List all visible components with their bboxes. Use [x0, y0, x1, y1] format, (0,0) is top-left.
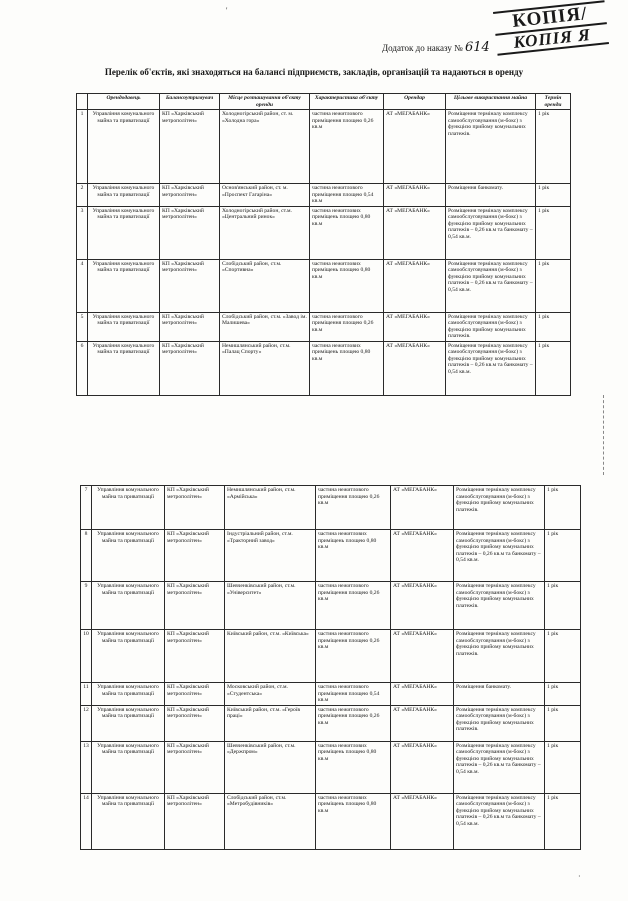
cell-landlord: Управління комунального майна та приватизації: [88, 206, 160, 259]
cell-n: 12: [81, 705, 92, 741]
cell-tenant: АТ «МЕГАБАНК»: [391, 582, 454, 630]
cell-holder: КП «Харківський метрополітен»: [160, 259, 220, 312]
cell-landlord: Управління комунального майна та приватизації: [92, 486, 165, 530]
stamp-line-2: КОПІЯ Я: [496, 24, 609, 56]
table-row: [81, 683, 581, 706]
cell-holder: КП «Харківський метрополітен»: [165, 486, 225, 530]
cell-tenant: АТ «МЕГАБАНК»: [384, 259, 446, 312]
cell-n: 11: [81, 683, 92, 706]
cell-tenant: АТ «МЕГАБАНК»: [384, 312, 446, 341]
cell-term: 1 рік: [545, 530, 581, 582]
cell-term: 1 рік: [545, 582, 581, 630]
cell-location: Основ'янський район, ст. м. «Проспект Гагаріна»: [220, 184, 310, 207]
cell-purpose: Розміщення терміналу комплексу самообслуговування (м-бокс) з функцією прийому комунальних платежів – 0,26 кв.м та банкомату – 0,54 кв.м.: [446, 206, 536, 259]
cell-term: 1 рік: [545, 705, 581, 741]
cell-landlord: Управління комунального майна та приватизації: [92, 683, 165, 706]
cell-tenant: АТ «МЕГАБАНК»: [384, 341, 446, 395]
cell-tenant: АТ «МЕГАБАНК»: [391, 741, 454, 793]
cell-landlord: Управління комунального майна та приватизації: [88, 259, 160, 312]
cell-tenant: АТ «МЕГАБАНК»: [391, 630, 454, 683]
cell-n: 3: [77, 206, 88, 259]
cell-purpose: Розміщення терміналу комплексу самообслуговування (м-бокс) з функцією прийому комунальних платежів – 0,26 кв.м та банкомату – 0,54 кв.м.: [454, 793, 545, 849]
table-header-row: [77, 94, 571, 110]
cell-tenant: АТ «МЕГАБАНК»: [391, 486, 454, 530]
cell-holder: КП «Харківський метрополітен»: [165, 741, 225, 793]
cell-term: 1 рік: [545, 486, 581, 530]
cell-landlord: Управління комунального майна та приватизації: [92, 741, 165, 793]
cell-feature: частина нежитлового приміщення площею 0,54 кв.м: [310, 184, 384, 207]
cell-location: Шевченківський район, ст.м. «Держпром»: [225, 741, 316, 793]
cell-landlord: Управління комунального майна та приватизації: [88, 110, 160, 184]
cell-location: Немишлянський район, ст.м. «Армійська»: [225, 486, 316, 530]
cell-location: Київський район, ст.м. «Героїв праці»: [225, 705, 316, 741]
cell-purpose: Розміщення терміналу комплексу самообслуговування (м-бокс) з функцією прийому комунальних платежів – 0,26 кв.м та банкомату – 0,54 кв.м.: [454, 530, 545, 582]
cell-landlord: Управління комунального майна та приватизації: [88, 184, 160, 207]
cell-feature: частина нежитлового приміщення площею 0,26 кв.м: [316, 582, 391, 630]
cell-location: Київський район, ст.м. «Київська»: [225, 630, 316, 683]
cell-feature: частина нежитлового приміщення площею 0,26 кв.м: [316, 630, 391, 683]
cell-purpose: Розміщення терміналу комплексу самообслуговування (м-бокс) з функцією прийому комунальних платежів.: [454, 630, 545, 683]
table-row: [77, 312, 571, 341]
table-row: [77, 206, 571, 259]
table-row: [81, 741, 581, 793]
cell-location: Московський район, ст.м. «Студентська»: [225, 683, 316, 706]
scan-fold-line: [603, 395, 604, 475]
cell-tenant: АТ «МЕГАБАНК»: [384, 206, 446, 259]
cell-location: Шевченківський район, ст.м. «Університет»: [225, 582, 316, 630]
cell-holder: КП «Харківський метрополітен»: [160, 184, 220, 207]
header-location: Місце розташування об'єкту оренди: [220, 94, 310, 110]
cell-landlord: Управління комунального майна та приватизації: [92, 630, 165, 683]
cell-n: 14: [81, 793, 92, 849]
cell-feature: частина нежитлового приміщення площею 0,26 кв.м: [310, 110, 384, 184]
cell-n: 8: [81, 530, 92, 582]
cell-holder: КП «Харківський метрополітен»: [165, 793, 225, 849]
table-row: [77, 110, 571, 184]
cell-landlord: Управління комунального майна та приватизації: [92, 530, 165, 582]
cell-landlord: Управління комунального майна та приватизації: [92, 705, 165, 741]
cell-n: 6: [77, 341, 88, 395]
cell-n: 13: [81, 741, 92, 793]
cell-tenant: АТ «МЕГАБАНК»: [391, 705, 454, 741]
cell-term: 1 рік: [536, 312, 571, 341]
header-number: [77, 94, 88, 110]
cell-purpose: Розміщення терміналу комплексу самообслуговування (м-бокс) з функцією прийому комунальних платежів – 0,26 кв.м та банкомату – 0,54 кв.м.: [454, 741, 545, 793]
table-row: [81, 486, 581, 530]
cell-feature: частина нежитлових приміщень площею 0,80 кв.м: [316, 741, 391, 793]
scan-dot: ·: [578, 872, 581, 881]
cell-purpose: Розміщення терміналу комплексу самообслуговування (м-бокс) з функцією прийому комунальних платежів.: [446, 312, 536, 341]
cell-n: 7: [81, 486, 92, 530]
cell-n: 4: [77, 259, 88, 312]
header-purpose: Цільове використання майна: [446, 94, 536, 110]
cell-term: 1 рік: [536, 259, 571, 312]
cell-holder: КП «Харківський метрополітен»: [165, 705, 225, 741]
table-row: [77, 259, 571, 312]
cell-location: Слобідський район, ст.м. «Метробудівників»: [225, 793, 316, 849]
cell-feature: частина нежитлових приміщень площею 0,80 кв.м: [310, 259, 384, 312]
table-row: [81, 630, 581, 683]
lease-table-page-2: [80, 485, 581, 850]
cell-landlord: Управління комунального майна та приватизації: [92, 793, 165, 849]
cell-n: 9: [81, 582, 92, 630]
addendum-reference: [382, 40, 490, 55]
table-row: [77, 341, 571, 395]
cell-holder: КП «Харківський метрополітен»: [160, 206, 220, 259]
cell-purpose: Розміщення терміналу комплексу самообслуговування (м-бокс) з функцією прийому комунальних платежів.: [454, 486, 545, 530]
cell-term: 1 рік: [545, 630, 581, 683]
addendum-number: 614: [464, 40, 490, 55]
cell-holder: КП «Харківський метрополітен»: [165, 530, 225, 582]
cell-location: Слобідський район, ст.м. «Завод ім. Малишева»: [220, 312, 310, 341]
cell-term: 1 рік: [536, 341, 571, 395]
cell-n: 10: [81, 630, 92, 683]
lease-table-page-1: [76, 93, 571, 396]
cell-feature: частина нежитлових приміщень площею 0,80 кв.м: [310, 206, 384, 259]
cell-term: 1 рік: [536, 110, 571, 184]
cell-location: Слобідський район, ст.м. «Спортивна»: [220, 259, 310, 312]
table-row: [81, 793, 581, 849]
cell-location: Індустріальний район, ст.м. «Тракторний завод»: [225, 530, 316, 582]
cell-purpose: Розміщення терміналу комплексу самообслуговування (м-бокс) з функцією прийому комунальних платежів.: [454, 705, 545, 741]
cell-purpose: Розміщення терміналу комплексу самообслуговування (м-бокс) з функцією прийому комунальних платежів.: [446, 110, 536, 184]
table-row: [81, 582, 581, 630]
document-title: Перелік об'єктів, які знаходяться на балансі підприємств, закладів, організацій та надаються в оренду: [104, 67, 524, 77]
cell-holder: КП «Харківський метрополітен»: [160, 341, 220, 395]
cell-feature: частина нежитлових приміщень площею 0,80 кв.м: [316, 793, 391, 849]
cell-landlord: Управління комунального майна та приватизації: [92, 582, 165, 630]
cell-tenant: АТ «МЕГАБАНК»: [384, 184, 446, 207]
cell-tenant: АТ «МЕГАБАНК»: [391, 683, 454, 706]
cell-tenant: АТ «МЕГАБАНК»: [391, 793, 454, 849]
cell-location: Холодногірський район, ст. м. «Холодна гора»: [220, 110, 310, 184]
copy-stamp: [487, 0, 615, 56]
header-feature: Характеристика об'єкту: [310, 94, 384, 110]
cell-feature: частина нежитлових приміщень площею 0,80 кв.м: [316, 530, 391, 582]
cell-feature: частина нежитлового приміщення площею 0,54 кв.м: [316, 683, 391, 706]
stamp-line-1: КОПІЯ/: [493, 0, 607, 36]
table-row: [77, 184, 571, 207]
header-holder: Балансоутримувач: [160, 94, 220, 110]
cell-purpose: Розміщення банкомату.: [446, 184, 536, 207]
cell-holder: КП «Харківський метрополітен»: [160, 312, 220, 341]
cell-location: Немишлянський район, ст.м. «Палац Спорту»: [220, 341, 310, 395]
cell-n: 1: [77, 110, 88, 184]
cell-tenant: АТ «МЕГАБАНК»: [384, 110, 446, 184]
cell-purpose: Розміщення терміналу комплексу самообслуговування (м-бокс) з функцією прийому комунальних платежів.: [454, 582, 545, 630]
table-row: [81, 705, 581, 741]
cell-tenant: АТ «МЕГАБАНК»: [391, 530, 454, 582]
cell-landlord: Управління комунального майна та приватизації: [88, 341, 160, 395]
cell-holder: КП «Харківський метрополітен»: [165, 630, 225, 683]
cell-term: 1 рік: [536, 206, 571, 259]
cell-purpose: Розміщення терміналу комплексу самообслуговування (м-бокс) з функцією прийому комунальних платежів – 0,26 кв.м та банкомату – 0,54 кв.м.: [446, 259, 536, 312]
cell-term: 1 рік: [545, 793, 581, 849]
cell-term: 1 рік: [545, 683, 581, 706]
cell-term: 1 рік: [536, 184, 571, 207]
cell-feature: частина нежитлового приміщення площею 0,26 кв.м: [316, 705, 391, 741]
cell-feature: частина нежитлового приміщення площею 0,26 кв.м: [310, 312, 384, 341]
cell-holder: КП «Харківський метрополітен»: [160, 110, 220, 184]
cell-holder: КП «Харківський метрополітен»: [165, 683, 225, 706]
cell-feature: частина нежитлового приміщення площею 0,26 кв.м: [316, 486, 391, 530]
header-term: Термін оренди: [536, 94, 571, 110]
scan-mark: ': [226, 6, 228, 15]
header-tenant: Орендар: [384, 94, 446, 110]
cell-holder: КП «Харківський метрополітен»: [165, 582, 225, 630]
cell-location: Холодногірський район, ст.м. «Центральний ринок»: [220, 206, 310, 259]
table-row: [81, 530, 581, 582]
cell-landlord: Управління комунального майна та приватизації: [88, 312, 160, 341]
cell-n: 2: [77, 184, 88, 207]
cell-purpose: Розміщення банкомату.: [454, 683, 545, 706]
addendum-text: Додаток до наказу №: [382, 43, 463, 53]
cell-feature: частина нежитлових приміщень площею 0,80 кв.м: [310, 341, 384, 395]
cell-term: 1 рік: [545, 741, 581, 793]
cell-n: 5: [77, 312, 88, 341]
header-landlord: Орендодавець: [88, 94, 160, 110]
cell-purpose: Розміщення терміналу комплексу самообслуговування (м-бокс) з функцією прийому комунальних платежів – 0,26 кв.м та банкомату – 0,54 кв.м.: [446, 341, 536, 395]
